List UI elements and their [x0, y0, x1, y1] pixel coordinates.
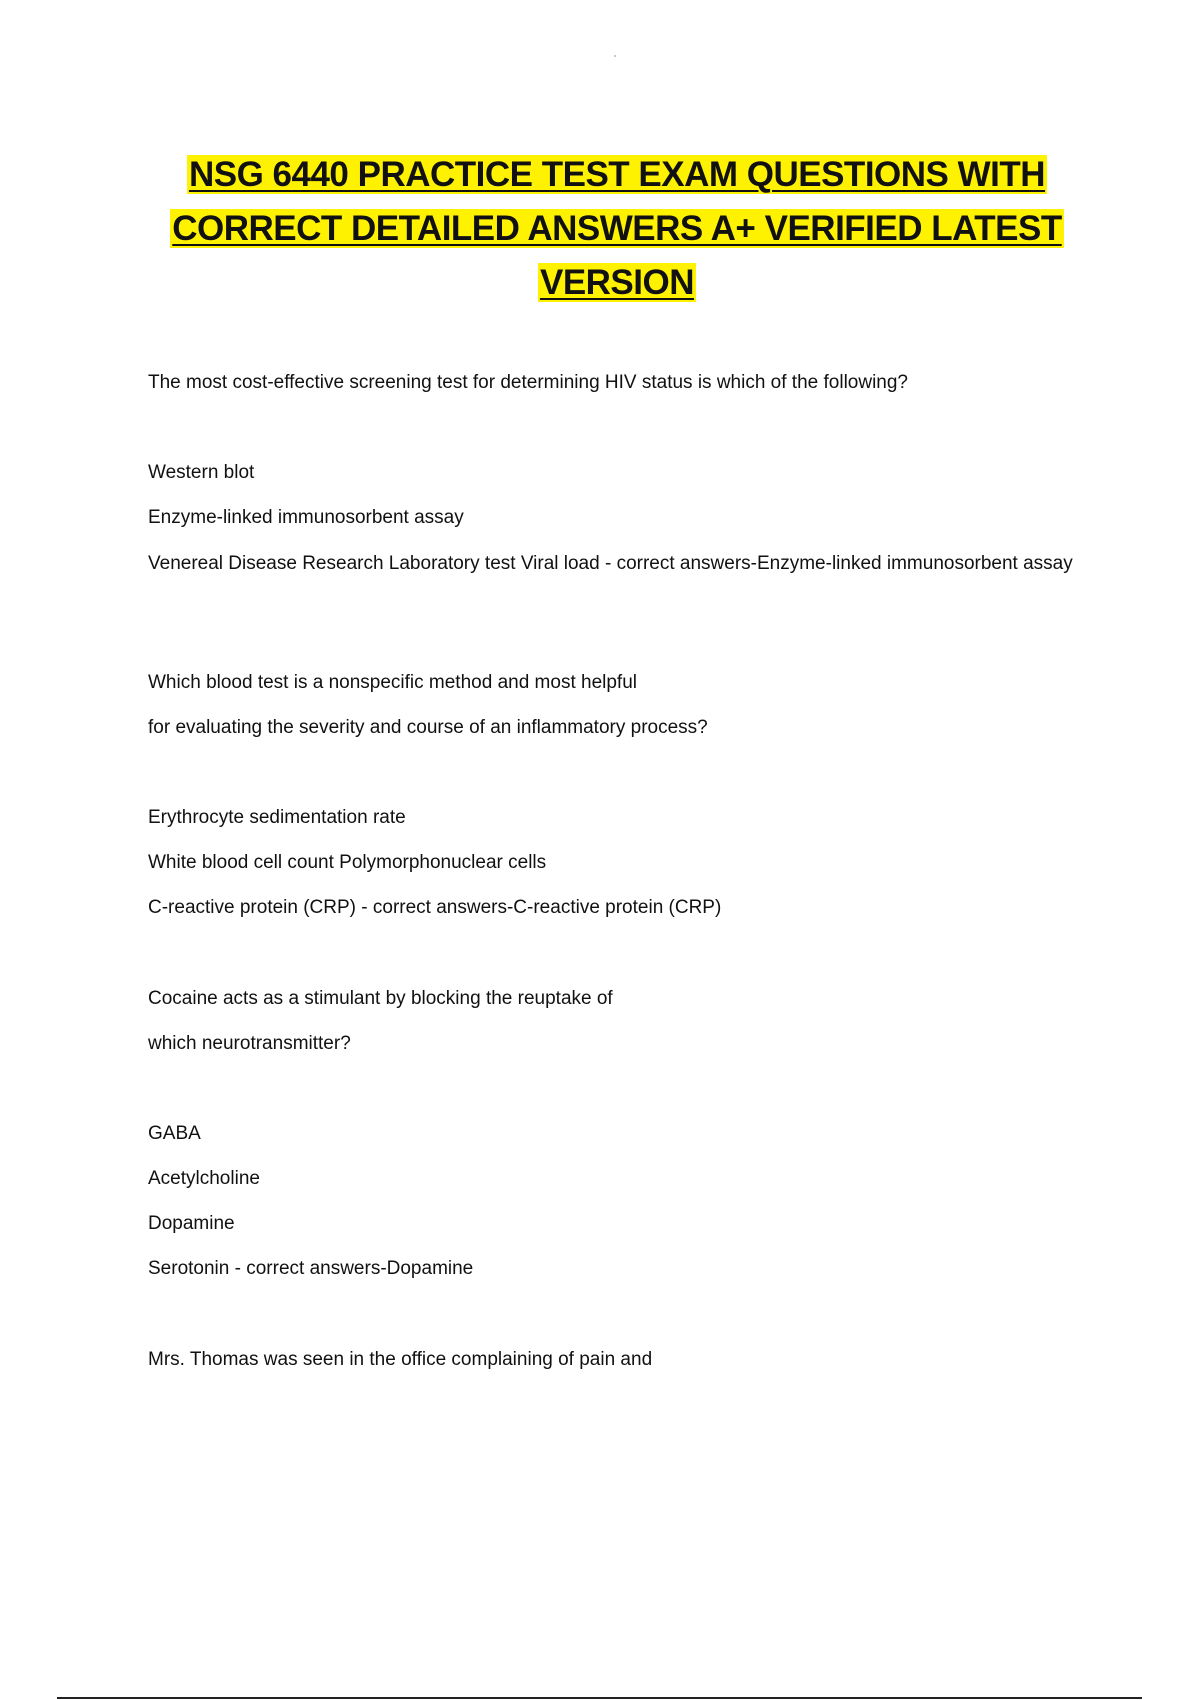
question-1-option-2: Enzyme-linked immunosorbent assay — [148, 507, 464, 528]
question-1-option-1: Western blot — [148, 462, 255, 483]
question-3-option-4-answer: Serotonin - correct answers-Dopamine — [148, 1258, 474, 1279]
question-1-option-3-answer: Venereal Disease Research Laboratory test Viral load - correct answers-Enzyme-linked immunosorbent assay — [148, 553, 1073, 574]
question-2-stem-line-1: Which blood test is a nonspecific method and most helpful — [148, 672, 637, 693]
question-3-stem-line-1: Cocaine acts as a stimulant by blocking the reuptake of — [148, 988, 613, 1009]
question-2-stem-line-2: for evaluating the severity and course of an inflammatory process? — [148, 717, 708, 738]
question-1-stem: The most cost-effective screening test for determining HIV status is which of the following? — [148, 372, 908, 393]
title-line-3: VERSION — [539, 263, 695, 302]
page-bottom-rule — [57, 1697, 1142, 1699]
scan-speck — [614, 55, 616, 57]
question-3-stem-line-2: which neurotransmitter? — [148, 1033, 351, 1054]
question-2-option-2: White blood cell count Polymorphonuclear cells — [148, 852, 547, 873]
title-line-1: NSG 6440 PRACTICE TEST EXAM QUESTIONS WITH — [188, 155, 1046, 194]
question-3-option-2: Acetylcholine — [148, 1168, 260, 1189]
title-line-2: CORRECT DETAILED ANSWERS A+ VERIFIED LATEST — [172, 209, 1062, 248]
question-3-option-3: Dopamine — [148, 1213, 235, 1234]
question-4-stem: Mrs. Thomas was seen in the office complaining of pain and — [148, 1349, 653, 1370]
question-2-option-3-answer: C-reactive protein (CRP) - correct answers-C-reactive protein (CRP) — [148, 897, 722, 918]
question-2-option-1: Erythrocyte sedimentation rate — [148, 807, 406, 828]
question-3-option-1: GABA — [148, 1123, 201, 1144]
document-title — [150, 148, 1084, 310]
